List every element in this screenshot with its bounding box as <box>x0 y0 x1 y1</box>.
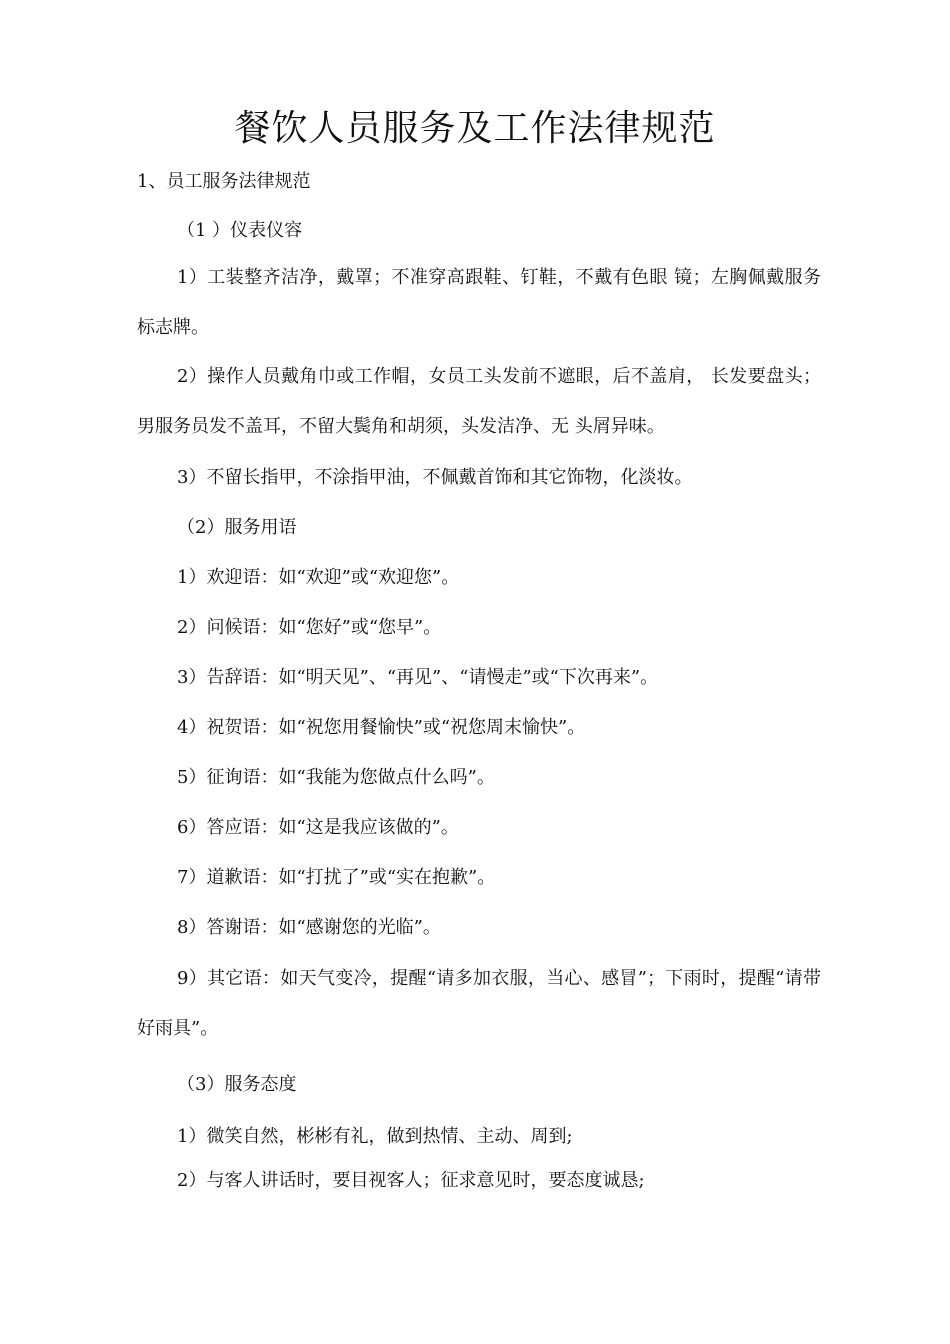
subsection-heading-language: （2）服务用语 <box>177 517 297 538</box>
attitude-item-2: 2）与客人讲话时，要目视客人；征求意见时，要态度诚恳; <box>177 1170 645 1191</box>
language-item-other: 9）其它语：如天气变冷，提醒“请多加衣服，当心、感冒”；下雨时，提醒“请带好雨具”。 <box>137 968 821 1039</box>
paragraph-appearance-2: 2）操作人员戴角巾或工作帽，女员工头发前不遮眼，后不盖肩， 长发要盘头；男服务员发不盖耳，不留大鬓角和胡须，头发洁净、无 头屑异味。 <box>137 366 821 437</box>
language-item-greeting: 2）问候语：如“您好”或“您早”。 <box>177 617 442 638</box>
paragraph-appearance-1: 1）工装整齐洁净，戴罩；不准穿高跟鞋、钉鞋，不戴有色眼 镜；左胸佩戴服务标志牌。 <box>137 267 821 338</box>
attitude-item-1: 1）微笑自然，彬彬有礼，做到热情、主动、周到; <box>177 1126 573 1147</box>
language-item-response: 6）答应语：如“这是我应该做的”。 <box>177 817 459 838</box>
paragraph-appearance-3: 3）不留长指甲，不涂指甲油，不佩戴首饰和其它饰物，化淡妆。 <box>177 467 693 488</box>
language-item-welcome: 1）欢迎语：如“欢迎”或“欢迎您”。 <box>177 567 460 588</box>
language-item-congratulation: 4）祝贺语：如“祝您用餐愉快”或“祝您周末愉快”。 <box>177 717 586 738</box>
language-item-farewell: 3）告辞语：如“明天见”、“再见”、“请慢走”或“下次再来”。 <box>177 667 659 688</box>
language-item-apology: 7）道歉语：如“打扰了”或“实在抱歉”。 <box>177 867 496 888</box>
subsection-heading-appearance: （1 ）仪表仪容 <box>177 220 303 241</box>
language-item-thanks: 8）答谢语：如“感谢您的光临”。 <box>177 917 441 938</box>
language-item-inquiry: 5）征询语：如“我能为您做点什么吗”。 <box>177 767 495 788</box>
subsection-heading-attitude: （3）服务态度 <box>177 1074 297 1095</box>
section-heading-1: 1、员工服务法律规范 <box>137 171 311 192</box>
document-title: 餐饮人员服务及工作法律规范 <box>234 108 716 149</box>
